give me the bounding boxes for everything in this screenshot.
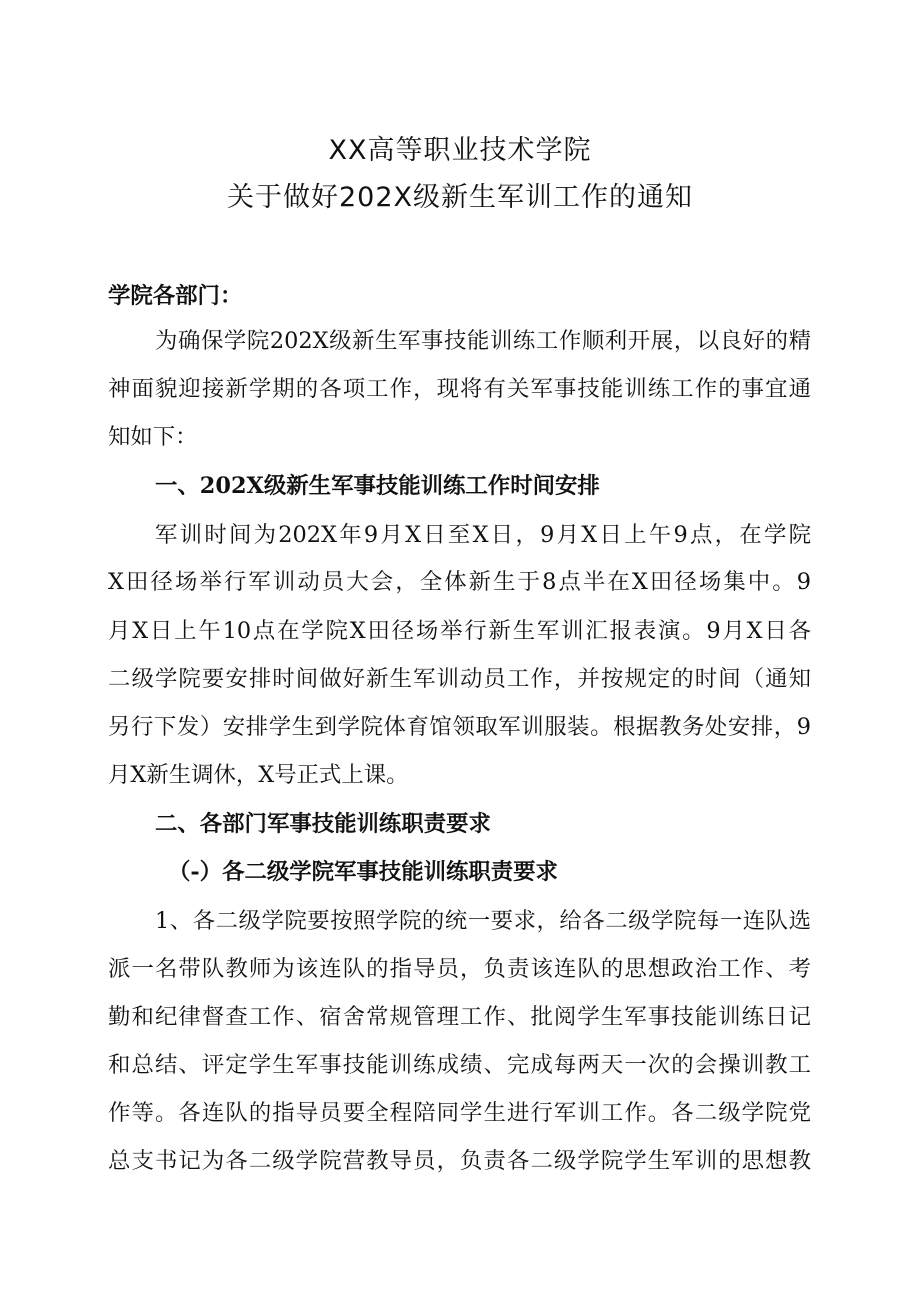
document-title-line-1: XX高等职业技术学院 — [328, 135, 592, 166]
section2-item1-line-4: 和总结、评定学生军事技能训练成绩、完成每两天一次的会操训教工 — [108, 1052, 811, 1078]
section1-line-4: 二级学院要安排时间做好新生军训动员工作，并按规定的时间（通知 — [108, 666, 811, 692]
salutation: 学院各部门： — [108, 283, 243, 309]
section2-item1-line-5: 作等。各连队的指导员要全程陪同学生进行军训工作。各二级学院党 — [108, 1100, 811, 1126]
section2-item1-line-6: 总支书记为各二级学院营教导员，负责各二级学院学生军训的思想教 — [108, 1148, 811, 1174]
section2-item1-line-1: 1、各二级学院要按照学院的统一要求，给各二级学院每一连队选 — [155, 908, 811, 934]
section2-item1-line-3: 勤和纪律督查工作、宿舍常规管理工作、批阅学生军事技能训练日记 — [108, 1004, 811, 1030]
section1-line-3: 月X日上午10点在学院X田径场举行新生军训汇报表演。9月X日各 — [108, 618, 811, 644]
section2-item1-line-2: 派一名带队教师为该连队的指导员，负责该连队的思想政治工作、考 — [108, 956, 811, 982]
section2-sub1-heading: （-）各二级学院军事技能训练职责要求 — [168, 859, 558, 885]
section1-line-1: 军训时间为202X年9月X日至X日，9月X日上午9点，在学院 — [155, 522, 811, 548]
intro-line-1: 为确保学院202X级新生军事技能训练工作顺利开展，以良好的精 — [155, 328, 811, 354]
document-title-line-2: 关于做好202X级新生军训工作的通知 — [226, 182, 694, 213]
section1-line-2: X田径场举行军训动员大会，全体新生于8点半在X田径场集中。9 — [108, 569, 811, 595]
section1-line-6: 月X新生调休，X号正式上课。 — [108, 762, 409, 788]
section1-line-5: 另行下发）安排学生到学院体育馆领取军训服装。根据教务处安排，9 — [108, 714, 811, 740]
section2-heading: 二、各部门军事技能训练职责要求 — [155, 811, 491, 837]
intro-line-2: 神面貌迎接新学期的各项工作，现将有关军事技能训练工作的事宜通 — [108, 376, 811, 402]
section1-heading: 一、202X级新生军事技能训练工作时间安排 — [155, 473, 600, 499]
intro-line-3: 知如下： — [108, 424, 198, 450]
